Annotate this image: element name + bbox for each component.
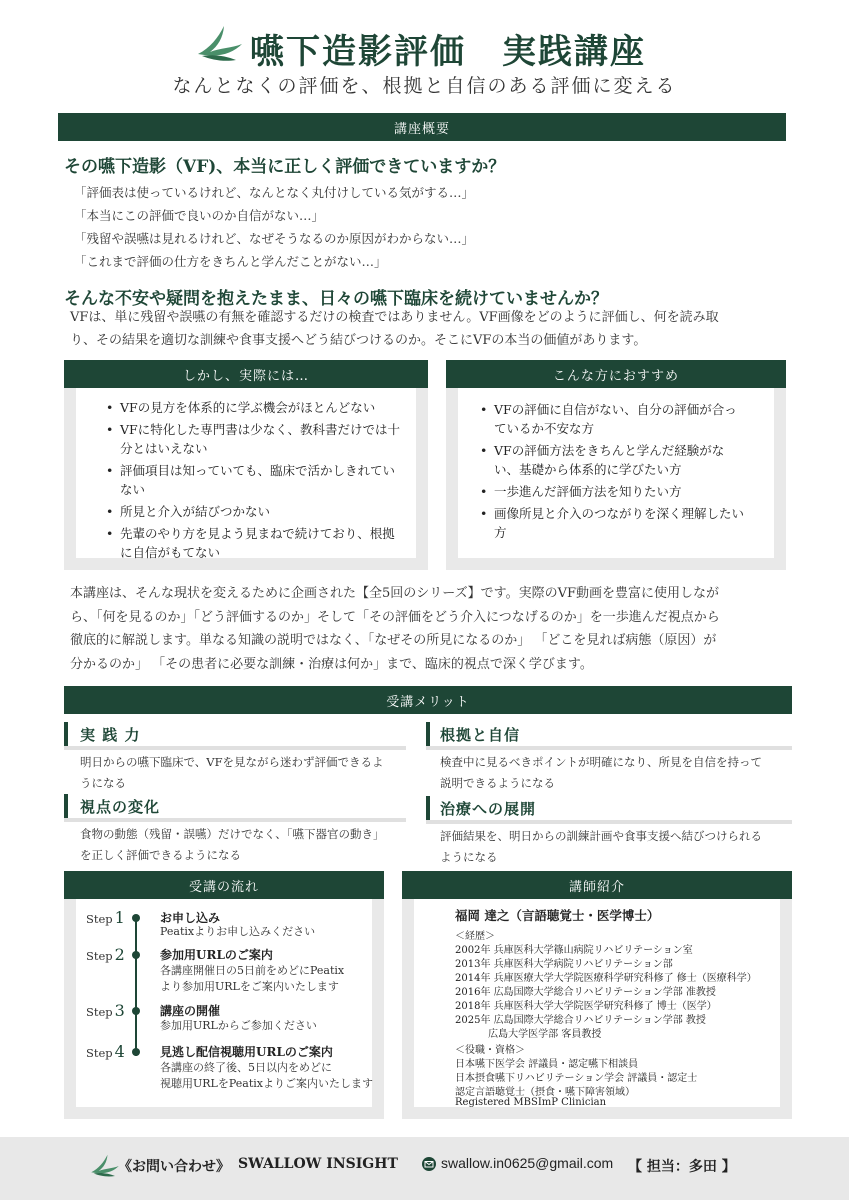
intro-line: り、その結果を適切な訓練や食事支援へどう結びつけるのか。そこにVFの本当の価値があります。 [70, 333, 647, 348]
series-line: 徹底的に解説します。単なる知識の説明ではなく、「なぜその所見になるのか」 「どこを見れば病態（原因）が [70, 633, 717, 648]
recommend-item: • VFの評価方法をきちんと学んだ経験がない、基礎から体系的に学びたい方 [478, 441, 748, 479]
role-item: 日本摂食嚥下リハビリテーション学会 評議員・認定士 [455, 1073, 698, 1084]
step-label: Step 2 [86, 945, 125, 964]
merit-line: を正しく評価できるようになる [80, 848, 241, 862]
quote-item: 「本当にこの評価で良いのか自信がない…」 [74, 208, 325, 223]
career-item: 2014年 兵庫医療大学大学院医療科学研究科修了 修士（医療科学） [455, 973, 757, 984]
series-paragraph [70, 582, 790, 676]
merit-text [80, 824, 420, 866]
merit-title: 治療への展開 [440, 800, 537, 818]
contact-email[interactable]: swallow.in0625@gmail.com [441, 1155, 614, 1171]
career-heading: ＜経歴＞ [455, 931, 495, 942]
merit-text [440, 752, 800, 794]
recommend-item: • 一歩進んだ評価方法を知りたい方 [478, 482, 748, 501]
recommend-item: • VFの評価に自信がない、自分の評価が合っているか不安な方 [478, 400, 748, 438]
step-label: Step 1 [86, 908, 125, 927]
instructor-header: 講師紹介 [402, 871, 792, 899]
instructor-name: 福岡 達之（言語聴覚士・医学博士） [455, 908, 660, 923]
recommend-item: • 画像所見と介入のつながりを深く理解したい方 [478, 504, 748, 542]
reality-item: • 所見と介入が結びつかない [104, 502, 404, 521]
overview-header: 講座概要 [58, 113, 786, 141]
step-dot [132, 951, 140, 959]
merit-title: 視点の変化 [80, 798, 161, 816]
merits-header: 受講メリット [64, 686, 792, 714]
quote-item: 「残留や誤嚥は見れるけれど、なぜそうなるのか原因がわからない…」 [74, 231, 475, 246]
overview-question: その嚥下造影（VF)、本当に正しく評価できていますか？ [64, 157, 506, 177]
role-item: 日本嚥下医学会 評議員・認定嚥下相談員 [455, 1059, 639, 1070]
merit-title: 実 践 力 [80, 726, 141, 744]
step-title: 講座の開催 [160, 1004, 221, 1018]
merit-line: うになる [80, 776, 126, 790]
quote-item: 「評価表は使っているけれど、なんとなく丸付けしている気がする…」 [74, 185, 475, 200]
step-dot [132, 914, 140, 922]
reality-item: • VFに特化した専門書は少なく、教科書だけでは十分とはいえない [104, 420, 404, 458]
career-item: 2016年 広島国際大学総合リハビリテーション学部 准教授 [455, 987, 716, 998]
role-item: Registered MBSImP Clinician [455, 1097, 607, 1108]
merit-line: 検査中に見るべきポイントが明確になり、所見を自信を持って [440, 755, 762, 769]
reality-panel [64, 388, 428, 570]
overview-question-2: そんな不安や疑問を抱えたまま、日々の嚥下臨床を続けていませんか？ [64, 289, 608, 309]
intro-line: VFは、単に残留や誤嚥の有無を確認するだけの検査ではありません。VF画像をどのように評価し、何を読み取 [70, 310, 719, 325]
step-desc: 各講座の終了後、5日以内をめどに 視聴用URLをPeatixよりご案内いたします [160, 1061, 373, 1090]
flow-timeline [135, 916, 137, 1056]
recommend-header: こんな方におすすめ [446, 360, 786, 388]
merit-line: 説明できるようになる [440, 776, 555, 790]
step-title: 参加用URLのご案内 [160, 948, 273, 962]
org-name: SWALLOW INSIGHT [238, 1156, 398, 1172]
reality-header: しかし、実際には… [64, 360, 428, 388]
step-title: 見逃し配信視聴用URLのご案内 [160, 1045, 333, 1059]
merit-line: ようになる [440, 850, 498, 864]
merit-title: 根拠と自信 [440, 726, 521, 744]
reality-item: • VFの見方を体系的に学ぶ機会がほとんどない [104, 398, 404, 417]
career-item: 2013年 兵庫医科大学病院リハビリテーション部 [455, 959, 673, 970]
career-item: 広島大学医学部 客員教授 [455, 1029, 602, 1040]
contact-label: 《お問い合わせ》 [118, 1159, 230, 1175]
step-dot [132, 1007, 140, 1015]
roles-heading: ＜役職・資格＞ [455, 1045, 525, 1056]
intro-paragraph [70, 306, 790, 352]
swallow-logo-icon [196, 24, 244, 64]
quote-item: 「これまで評価の仕方をきちんと学んだことがない…」 [74, 254, 387, 269]
reality-item: • 評価項目は知っていても、臨床で活かしきれていない [104, 461, 404, 499]
merit-text [440, 826, 800, 868]
swallow-logo-icon [90, 1153, 120, 1179]
step-desc: 各講座開催日の5日前をめどにPeatix より参加用URLをご案内いたします [160, 964, 345, 993]
series-line: 分かるのか」 「その患者に必要な訓練・治療は何か」まで、臨床的視点で深く学びます。 [70, 656, 593, 672]
step-label: Step 3 [86, 1001, 125, 1020]
page-title: 嚥下造影評価 実践講座 [250, 32, 646, 72]
series-line: 本講座は、そんな現状を変えるために企画された【全5回のシリーズ】です。実際のVF動画を豊富に使用しなが [70, 586, 719, 601]
page-subtitle: なんとなくの評価を、根拠と自信のある評価に変える [172, 75, 677, 97]
merit-line: 食物の動態（残留・誤嚥）だけでなく、「嚥下器官の動き」 [80, 827, 385, 841]
merit-line: 評価結果を、明日からの訓練計画や食事支援へ結びつけられる [440, 829, 762, 843]
role-item: 認定言語聴覚士（摂食・嚥下障害領域） [455, 1087, 635, 1098]
career-item: 2018年 兵庫医科大学大学院医学研究科修了 博士（医学） [455, 1001, 717, 1012]
series-line: ら、「何を見るのか」「どう評価するのか」そして「その評価をどう介入につなげるのか」を一歩進んだ視点から [70, 609, 720, 625]
mail-icon [422, 1157, 436, 1171]
reality-item: • 先輩のやり方を見よう見まねで続けており、根拠に自信がもてない [104, 524, 404, 562]
career-item: 2002年 兵庫医科大学篠山病院リハビリテーション室 [455, 945, 693, 956]
step-desc: 参加用URLからご参加ください [160, 1019, 317, 1032]
step-desc: Peatixよりお申し込みください [160, 925, 316, 938]
step-dot [132, 1048, 140, 1056]
career-item: 2025年 広島国際大学総合リハビリテーション学部 教授 [455, 1015, 706, 1026]
step-label: Step 4 [86, 1042, 125, 1061]
contact-person: 【 担当：多田 】 [628, 1159, 736, 1175]
merit-line: 明日からの嚥下臨床で、VFを見ながら迷わず評価できるよ [80, 755, 384, 769]
flow-header: 受講の流れ [64, 871, 384, 899]
merit-text [80, 752, 420, 794]
step-title: お申し込み [160, 911, 221, 925]
recommend-panel [446, 388, 786, 570]
